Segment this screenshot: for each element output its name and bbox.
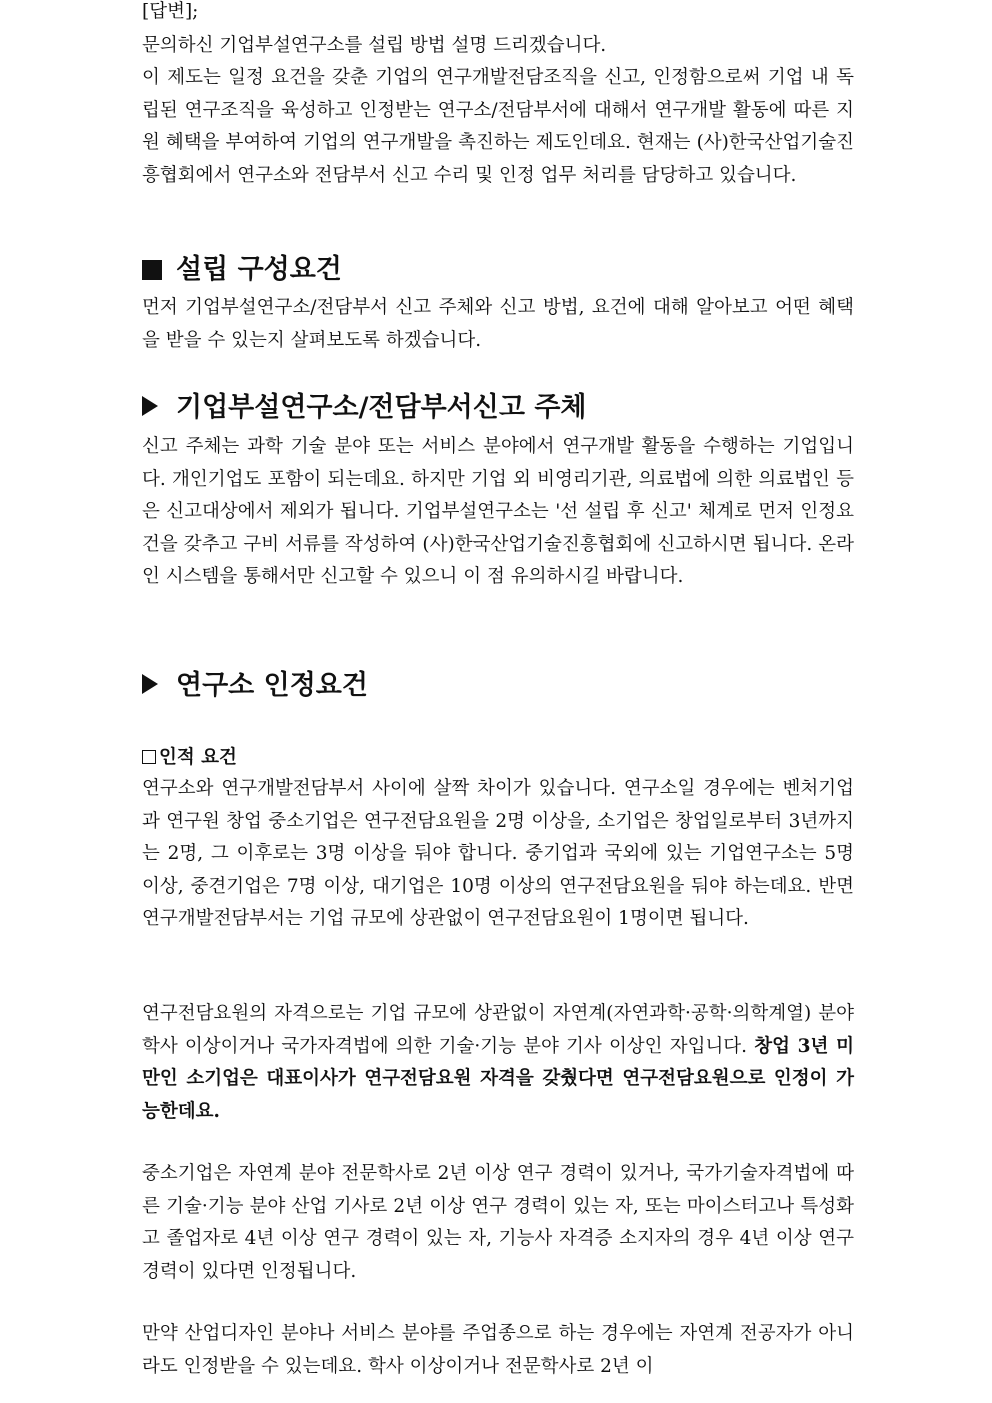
section-report-subject-body: 신고 주체는 과학 기술 분야 또는 서비스 분야에서 연구개발 활동을 수행하는 기업입니다. 개인기업도 포함이 되는데요. 하지만 기업 외 비영리기관, 의료법에 의한 의료법인 등은 신고대상에서 제외가 됩니다. 기업부설연구소는 '선 설립 후 신고' 체계로 먼저 인정요건을 갖추고 구비 서류를 작성하여 (사)한국산업기술진흥협회에 신고하시면 됩니다. 온라인 시스템을 통해서만 신고할 수 있으니 이 점 유의하시길 바랍니다. <box>142 436 854 587</box>
requirements-paragraph-4: 만약 산업디자인 분야나 서비스 분야를 주업종으로 하는 경우에는 자연계 전공자가 아니라도 인정받을 수 있는데요. 학사 이상이거나 전문학사로 2년 이 <box>142 1323 854 1377</box>
checkbox-square-icon <box>142 750 156 764</box>
section-setup-body: 먼저 기업부설연구소/전담부서 신고 주체와 신고 방법, 요건에 대해 알아보고 어떤 혜택을 받을 수 있는지 살펴보도록 하겠습니다. <box>142 297 854 351</box>
subheading-human-requirements <box>142 742 854 774</box>
section-heading-report-subject <box>142 388 854 428</box>
intro-paragraph-2: 이 제도는 일정 요건을 갖춘 기업의 연구개발전담조직을 신고, 인정함으로써 기업 내 독립된 연구조직을 육성하고 인정받는 연구소/전담부서에 대해서 연구개발 활동에 따른 지원 혜택을 부여하여 기업의 연구개발을 촉진하는 제도인데요. 현재는 (사)한국산업기술진흥협회에서 연구소와 전담부서 신고 수리 및 인정 업무 처리를 담당하고 있습니다. <box>142 67 854 186</box>
requirements-paragraph-1: 연구소와 연구개발전담부서 사이에 살짝 차이가 있습니다. 연구소일 경우에는 벤처기업과 연구원 창업 중소기업은 연구전담요원을 2명 이상을, 소기업은 창업일로부터 3년까지는 2명, 그 이후로는 3명 이상을 둬야 합니다. 중기업과 국외에 있는 기업연구소는 5명 이상, 중견기업은 7명 이상, 대기업은 10명 이상의 연구전담요원을 둬야 하는데요. 반면 연구개발전담부서는 기업 규모에 상관없이 연구전담요원이 1명이면 됩니다. <box>142 778 854 929</box>
requirements-paragraph-2-text: 연구전담요원의 자격으로는 기업 규모에 상관없이 자연계(자연과학·공학·의학계열) 분야 학사 이상이거나 국가자격법에 의한 기술·기능 분야 기사 이상인 자입니다. <box>142 1003 854 1057</box>
answer-label: [답변]; <box>142 1 199 22</box>
requirements-paragraph-2-bold: 창업 3년 미만인 소기업은 대표이사가 연구전담요원 자격을 갖췄다면 연구전담요원으로 인정이 가능한데요. <box>142 1035 854 1122</box>
triangle-bullet-icon <box>142 396 158 416</box>
section-title: 기업부설연구소/전담부서신고 주체 <box>176 392 587 423</box>
requirements-paragraph-3: 중소기업은 자연계 분야 전문학사로 2년 이상 연구 경력이 있거나, 국가기술자격법에 따른 기술·기능 분야 산업 기사로 2년 이상 연구 경력이 있는 자, 또는 마이스터고나 특성화고 졸업자로 4년 이상 연구 경력이 있는 자, 기능사 자격증 소지자의 경우 4년 이상 연구 경력이 있다면 인정됩니다. <box>142 1163 854 1282</box>
section-heading-setup <box>142 250 854 290</box>
requirements-paragraph-2 <box>142 998 854 1128</box>
section-title: 연구소 인정요건 <box>176 670 368 701</box>
square-bullet-icon <box>142 260 162 280</box>
subheading-label: 인적 요건 <box>159 747 237 768</box>
section-title: 설립 구성요건 <box>176 254 342 285</box>
triangle-bullet-icon <box>142 674 158 694</box>
section-heading-lab-requirements <box>142 666 854 706</box>
intro-paragraph-1: 문의하신 기업부설연구소를 설립 방법 설명 드리겠습니다. <box>142 35 607 56</box>
